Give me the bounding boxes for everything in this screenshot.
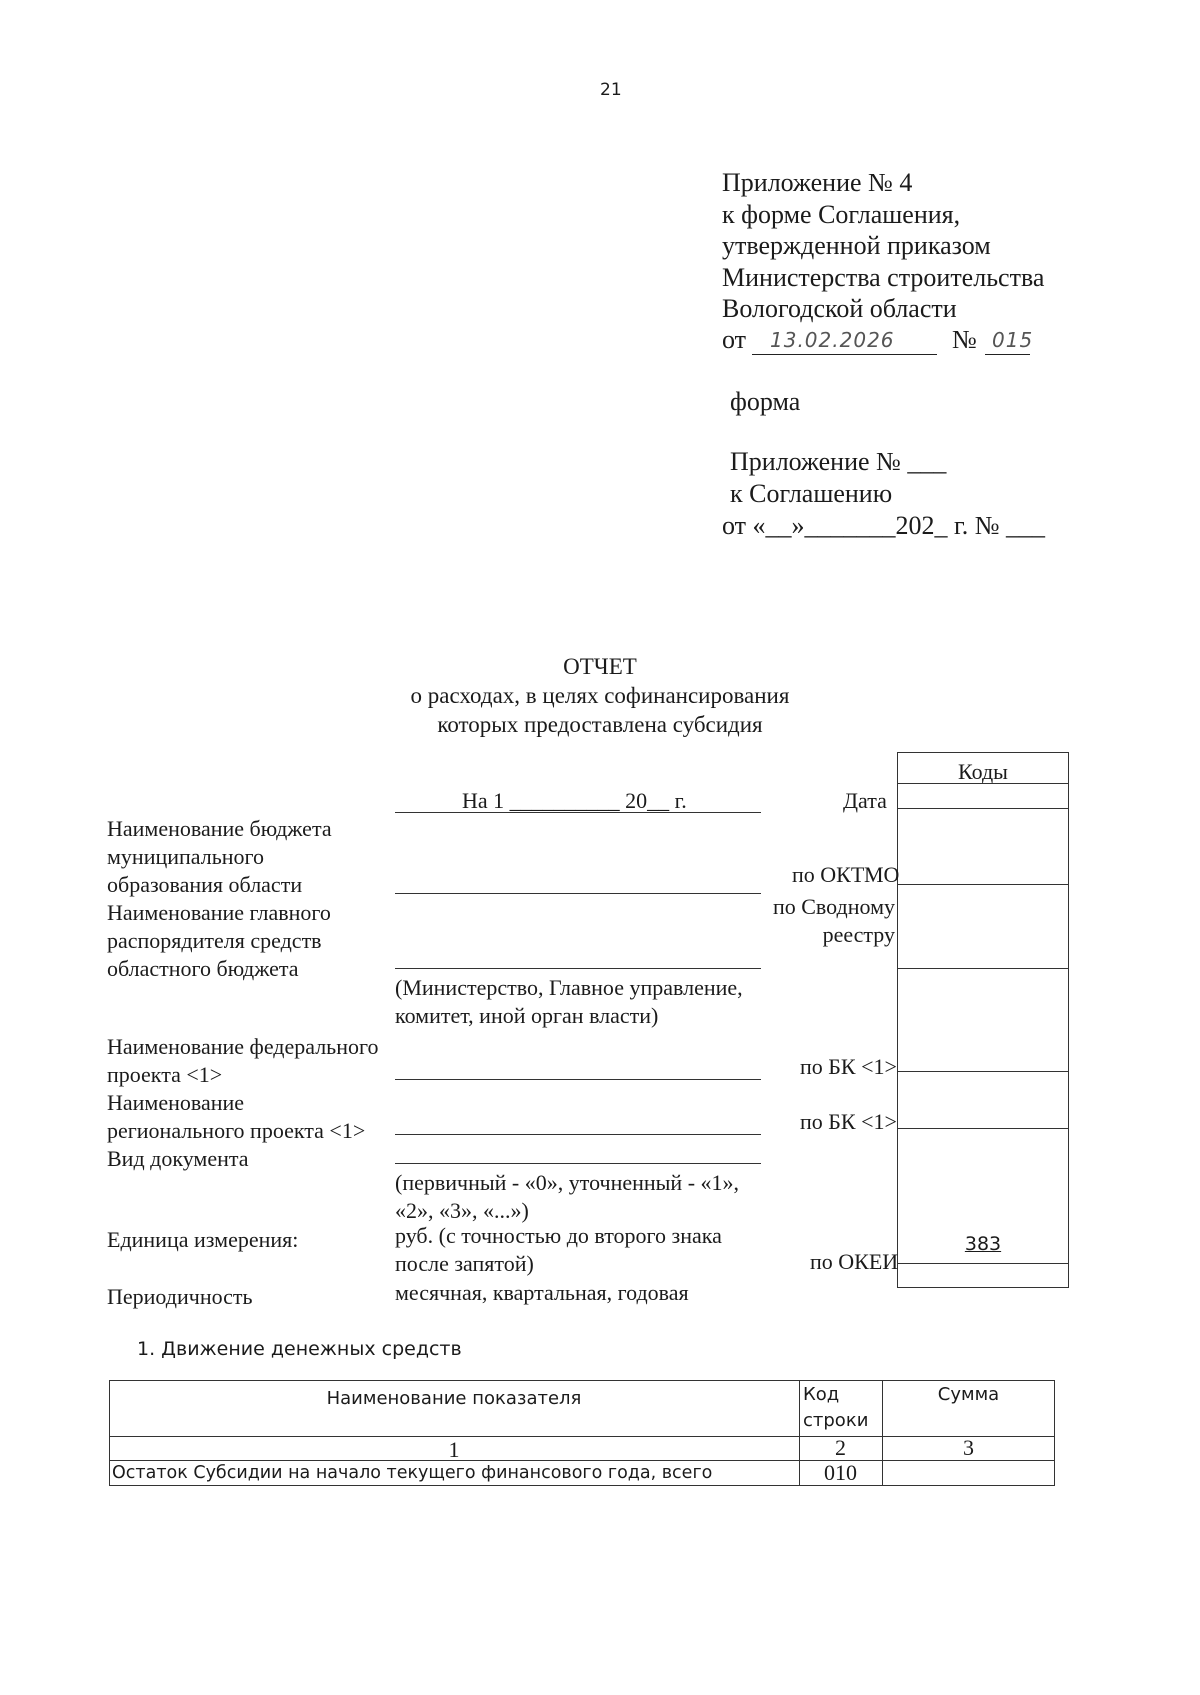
registry-label-1: по Сводному bbox=[772, 894, 895, 919]
page-number: 21 bbox=[600, 80, 622, 100]
period-label: Периодичность bbox=[107, 1284, 253, 1309]
manager-name-label-1: Наименование главного bbox=[107, 900, 331, 925]
regional-project-field[interactable] bbox=[395, 1134, 761, 1135]
agreement-line-2: к Соглашению bbox=[730, 479, 893, 508]
manager-name-label-2: распорядителя средств bbox=[107, 928, 322, 953]
appendix-number-handwritten: 015 bbox=[992, 328, 1034, 352]
appendix-line-2: к форме Соглашения, bbox=[722, 200, 961, 229]
registry-label-2: реестру bbox=[822, 922, 895, 947]
codes-label: Коды bbox=[958, 759, 1008, 784]
form-label: форма bbox=[730, 387, 801, 416]
codes-divider bbox=[897, 1263, 1069, 1264]
column-header-sum: Сумма bbox=[937, 1384, 1000, 1405]
appendix-line-1: Приложение № 4 bbox=[722, 168, 913, 197]
unit-value-1: руб. (с точностью до второго знака bbox=[395, 1223, 722, 1248]
codes-divider bbox=[897, 1071, 1069, 1072]
doc-type-hint-2: «2», «3», «...») bbox=[395, 1198, 529, 1223]
codes-divider bbox=[897, 968, 1069, 969]
codes-divider bbox=[897, 808, 1069, 809]
manager-hint-1: (Министерство, Главное управление, bbox=[395, 975, 743, 1000]
federal-project-field[interactable] bbox=[395, 1079, 761, 1080]
section1-heading: 1. Движение денежных средств bbox=[137, 1338, 462, 1360]
bk-label-1: по БК <1> bbox=[800, 1054, 897, 1079]
column-number-1: 1 bbox=[448, 1437, 460, 1462]
budget-name-label-3: образования области bbox=[107, 872, 303, 897]
okei-code: 383 bbox=[964, 1233, 1002, 1255]
report-title-sub-2: которых предоставлена субсидия bbox=[437, 712, 763, 737]
on-date-line: На 1 __________ 20__ г. bbox=[462, 788, 687, 813]
codes-divider bbox=[897, 1128, 1069, 1129]
oktmo-label: по ОКТМО bbox=[792, 862, 900, 887]
appendix-line-5: Вологодской области bbox=[722, 294, 957, 323]
appendix-date-handwritten: 13.02.2026 bbox=[770, 328, 895, 352]
appendix-ot-label: от bbox=[722, 325, 747, 354]
federal-project-label-2: проекта <1> bbox=[107, 1062, 223, 1087]
table-row-name: Остаток Субсидии на начало текущего финансового года, всего bbox=[112, 1463, 713, 1483]
column-header-code-1: Код bbox=[803, 1384, 840, 1405]
agreement-line-1: Приложение № ___ bbox=[730, 447, 947, 476]
on-date-underline bbox=[395, 812, 761, 813]
appendix-line-4: Министерства строительства bbox=[722, 263, 1045, 292]
codes-frame bbox=[897, 752, 1069, 1288]
appendix-line-3: утвержденной приказом bbox=[722, 231, 991, 260]
budget-name-label-1: Наименование бюджета bbox=[107, 816, 332, 841]
budget-name-field[interactable] bbox=[395, 893, 761, 894]
appendix-no-label: № bbox=[952, 325, 977, 354]
doc-type-field[interactable] bbox=[395, 1163, 761, 1164]
regional-project-label-2: регионального проекта <1> bbox=[107, 1118, 366, 1143]
unit-label: Единица измерения: bbox=[107, 1227, 299, 1252]
unit-value-2: после запятой) bbox=[395, 1251, 534, 1276]
report-title-sub-1: о расходах, в целях софинансирования bbox=[410, 683, 790, 708]
date-label: Дата bbox=[843, 788, 887, 813]
doc-type-label: Вид документа bbox=[107, 1146, 249, 1171]
column-number-2: 2 bbox=[835, 1435, 846, 1460]
regional-project-label-1: Наименование bbox=[107, 1090, 245, 1115]
table-row-code: 010 bbox=[824, 1460, 857, 1485]
federal-project-label-1: Наименование федерального bbox=[107, 1034, 379, 1059]
bk-label-2: по БК <1> bbox=[800, 1109, 897, 1134]
manager-hint-2: комитет, иной орган власти) bbox=[395, 1003, 659, 1028]
period-value: месячная, квартальная, годовая bbox=[395, 1280, 689, 1305]
manager-name-label-3: областного бюджета bbox=[107, 956, 299, 981]
column-number-3: 3 bbox=[963, 1435, 974, 1460]
okei-label: по ОКЕИ bbox=[810, 1249, 899, 1274]
appendix-date-underline bbox=[752, 354, 937, 355]
column-header-name: Наименование показателя bbox=[326, 1388, 582, 1409]
doc-type-hint-1: (первичный - «0», уточненный - «1», bbox=[395, 1170, 740, 1195]
appendix-number-underline bbox=[985, 354, 1030, 355]
report-title-main: ОТЧЕТ bbox=[563, 654, 637, 679]
codes-divider bbox=[897, 884, 1069, 885]
budget-name-label-2: муниципального bbox=[107, 844, 265, 869]
agreement-line-3: от «__»_______202_ г. № ___ bbox=[722, 511, 1046, 540]
codes-divider bbox=[897, 783, 1069, 784]
manager-name-field[interactable] bbox=[395, 968, 761, 969]
column-header-code-2: строки bbox=[803, 1410, 869, 1431]
